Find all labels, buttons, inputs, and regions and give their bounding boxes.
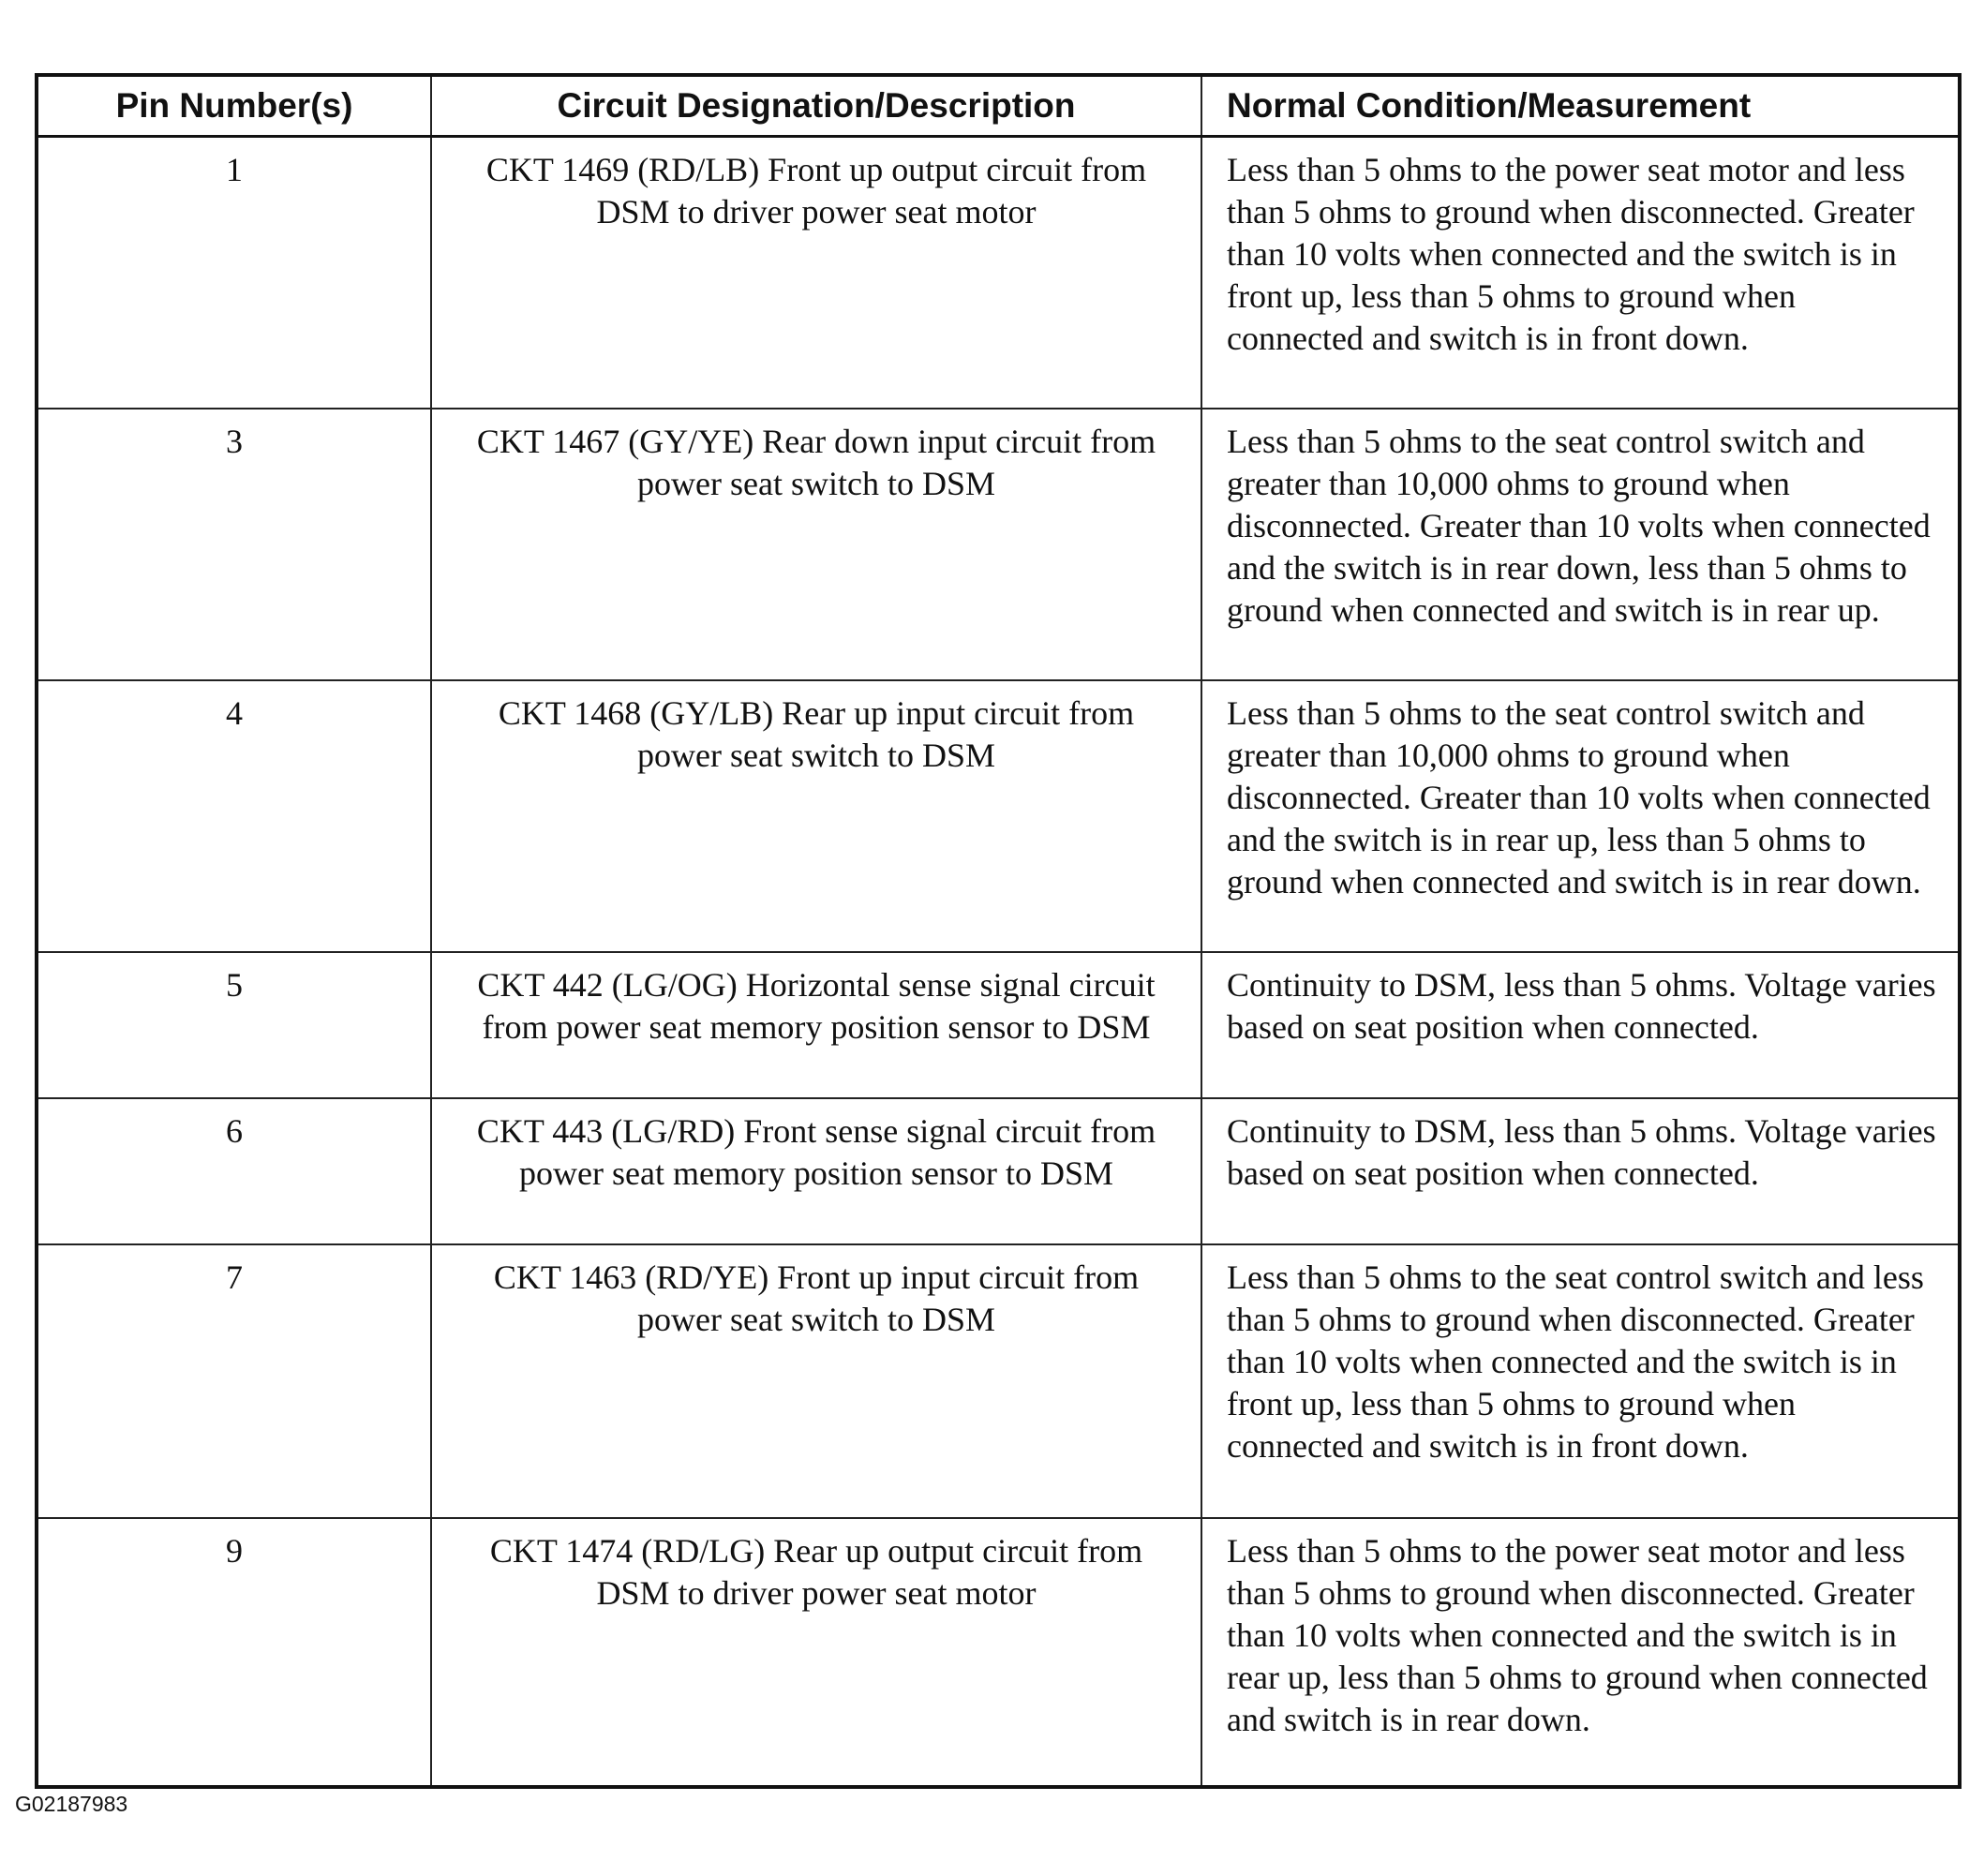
- circuit-description-cell: CKT 442 (LG/OG) Horizontal sense signal circuit from power seat memory position sensor to DSM: [431, 952, 1201, 1098]
- table-row: [37, 137, 1960, 409]
- table-row: [37, 1518, 1960, 1787]
- pinout-table: [35, 73, 1962, 1789]
- header-row: [37, 75, 1960, 137]
- table-row: [37, 1244, 1960, 1518]
- figure-id-label: G02187983: [15, 1792, 128, 1816]
- normal-condition-cell: Continuity to DSM, less than 5 ohms. Voltage varies based on seat position when connected.: [1201, 952, 1960, 1098]
- header-normal-condition: Normal Condition/Measurement: [1201, 75, 1960, 137]
- normal-condition-cell: Less than 5 ohms to the power seat motor and less than 5 ohms to ground when disconnected. Greater than 10 volts when connected and the switch is in rear up, less than 5 ohms to ground when connected and switch is in rear down.: [1201, 1518, 1960, 1787]
- pin-number-cell: 9: [37, 1518, 431, 1787]
- pin-number-cell: 5: [37, 952, 431, 1098]
- table-row: [37, 952, 1960, 1098]
- pin-number-cell: 7: [37, 1244, 431, 1518]
- normal-condition-cell: Less than 5 ohms to the seat control switch and less than 5 ohms to ground when disconnected. Greater than 10 volts when connected and the switch is in front up, less than 5 ohms to ground when connected and switch is in front down.: [1201, 1244, 1960, 1518]
- pin-number-cell: 4: [37, 680, 431, 952]
- header-circuit-description: Circuit Designation/Description: [431, 75, 1201, 137]
- circuit-description-cell: CKT 1474 (RD/LG) Rear up output circuit from DSM to driver power seat motor: [431, 1518, 1201, 1787]
- normal-condition-cell: Less than 5 ohms to the seat control switch and greater than 10,000 ohms to ground when disconnected. Greater than 10 volts when connected and the switch is in rear up, less than 5 ohms to ground when connected and switch is in rear down.: [1201, 680, 1960, 952]
- pin-number-cell: 3: [37, 409, 431, 680]
- header-pin-number: Pin Number(s): [37, 75, 431, 137]
- circuit-description-cell: CKT 1463 (RD/YE) Front up input circuit from power seat switch to DSM: [431, 1244, 1201, 1518]
- table-row: [37, 1098, 1960, 1244]
- table-header: [37, 75, 1960, 137]
- circuit-description-cell: CKT 1469 (RD/LB) Front up output circuit from DSM to driver power seat motor: [431, 137, 1201, 409]
- circuit-description-cell: CKT 1468 (GY/LB) Rear up input circuit from power seat switch to DSM: [431, 680, 1201, 952]
- normal-condition-cell: Less than 5 ohms to the power seat motor and less than 5 ohms to ground when disconnected. Greater than 10 volts when connected and the switch is in front up, less than 5 ohms to ground when connected and switch is in front down.: [1201, 137, 1960, 409]
- table-body: [37, 137, 1960, 1788]
- pinout-table-container: [35, 73, 1958, 1789]
- pin-number-cell: 6: [37, 1098, 431, 1244]
- table-row: [37, 409, 1960, 680]
- normal-condition-cell: Continuity to DSM, less than 5 ohms. Voltage varies based on seat position when connected.: [1201, 1098, 1960, 1244]
- circuit-description-cell: CKT 443 (LG/RD) Front sense signal circuit from power seat memory position sensor to DSM: [431, 1098, 1201, 1244]
- pin-number-cell: 1: [37, 137, 431, 409]
- circuit-description-cell: CKT 1467 (GY/YE) Rear down input circuit from power seat switch to DSM: [431, 409, 1201, 680]
- normal-condition-cell: Less than 5 ohms to the seat control switch and greater than 10,000 ohms to ground when disconnected. Greater than 10 volts when connected and the switch is in rear down, less than 5 ohms to ground when connected and switch is in rear up.: [1201, 409, 1960, 680]
- table-row: [37, 680, 1960, 952]
